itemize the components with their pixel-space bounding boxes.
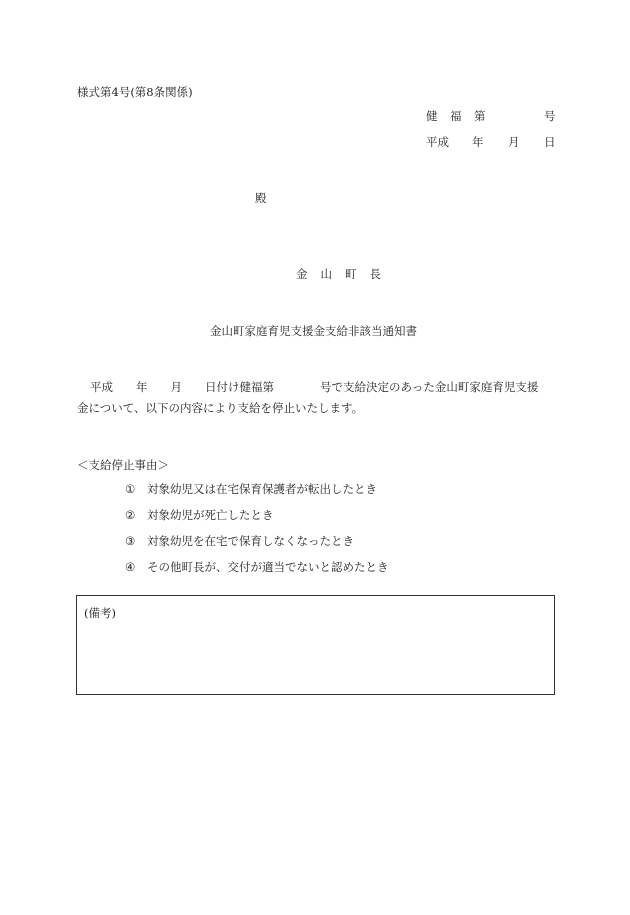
reason-text: 対象幼児を在宅で保育しなくなったとき: [147, 534, 354, 548]
reason-number: ①: [125, 482, 136, 496]
doc-date-day: 日: [544, 135, 556, 149]
document-number: [426, 111, 556, 125]
doc-date-era: 平成: [426, 135, 449, 149]
issuer-char-3: 町: [345, 267, 357, 281]
reason-number: ③: [125, 534, 136, 548]
reason-item: [125, 562, 389, 574]
remarks-box: [76, 595, 555, 695]
reason-number: ④: [125, 560, 136, 574]
document-date: [426, 137, 556, 151]
issuer-char-4: 長: [369, 267, 381, 281]
reason-item: [125, 484, 377, 496]
doc-date-year: 年: [472, 135, 484, 149]
doc-date-month: 月: [508, 135, 520, 149]
doc-number-char-2: 福: [450, 109, 462, 123]
document-title: 金山町家庭育児支援金支給非該当通知書: [210, 324, 417, 338]
reason-text: 対象幼児が死亡したとき: [147, 508, 274, 522]
reason-text: 対象幼児又は在宅保育保護者が転出したとき: [147, 482, 377, 496]
remarks-label: (備考): [84, 606, 116, 620]
issuer-title: [296, 269, 381, 281]
reason-text: その他町長が、交付が適当でないと認めたとき: [147, 560, 389, 574]
body-text-line-2: 金について、以下の内容により支給を停止いたします。: [77, 401, 364, 415]
doc-number-char-3: 第: [474, 109, 486, 123]
addressee-honorific: 殿: [255, 191, 267, 205]
reason-number: ②: [125, 508, 136, 522]
doc-number-suffix: 号: [544, 109, 556, 123]
issuer-char-1: 金: [296, 267, 308, 281]
reasons-heading: ＜支給停止事由＞: [77, 458, 169, 472]
reason-item: [125, 510, 274, 522]
issuer-char-2: 山: [320, 267, 332, 281]
form-label: 様式第4号(第8条関係): [77, 85, 193, 99]
body-text-line-1: 平成 年 月 日付け健福第 号で支給決定のあった金山町家庭育児支援: [90, 380, 539, 394]
doc-number-char-1: 健: [426, 109, 438, 123]
reason-item: [125, 536, 354, 548]
